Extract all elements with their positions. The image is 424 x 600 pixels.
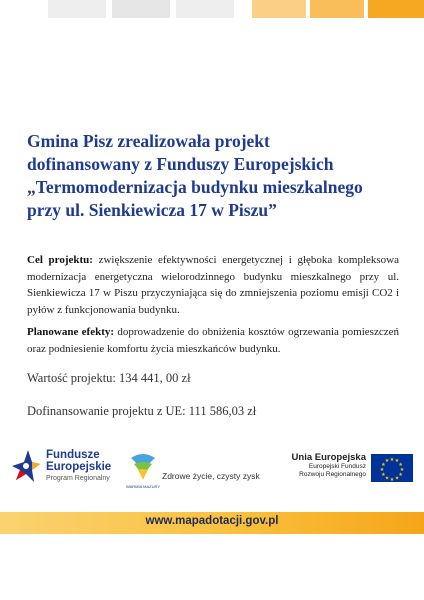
footer xyxy=(0,512,424,534)
fe-line2: Europejskie xyxy=(46,461,112,473)
svg-text:★: ★ xyxy=(381,461,386,468)
project-description xyxy=(27,252,399,364)
svg-text:★: ★ xyxy=(389,476,395,483)
svg-text:★: ★ xyxy=(381,471,386,478)
title-line: dofinansowany z Funduszy Europejskich xyxy=(27,154,334,174)
eu-fund-line2: Rozwoju Regionalnego xyxy=(299,471,366,478)
title-line: Gmina Pisz zrealizowała projekt xyxy=(27,131,270,151)
orange-tile xyxy=(252,0,306,18)
fe-line1: Fundusze xyxy=(46,449,100,461)
warmia-mazury-emblem-icon xyxy=(125,450,161,492)
svg-text:★: ★ xyxy=(399,466,405,473)
gray-tile xyxy=(112,0,170,18)
warmia-mazury-logo xyxy=(125,450,161,492)
footer-url-link[interactable]: www.mapadotacji.gov.pl xyxy=(145,515,279,527)
svg-text:★: ★ xyxy=(389,456,395,463)
project-effects xyxy=(27,324,399,357)
fe-program: Program Regionalny xyxy=(46,475,110,482)
top-decorative-bar xyxy=(0,0,424,22)
logo-strip xyxy=(0,440,424,500)
title-line: przy ul. Sienkiewicza 17 w Piszu” xyxy=(27,200,277,220)
eu-fund-line1: Europejski Fundusz xyxy=(308,463,366,470)
page-title xyxy=(27,130,407,222)
fundusze-europejskie-logo xyxy=(10,448,120,492)
eu-logo xyxy=(286,452,416,484)
eu-title: Unia Europejska xyxy=(291,452,366,463)
svg-text:★: ★ xyxy=(384,458,390,465)
eu-stars-icon xyxy=(371,454,413,482)
project-value: Wartość projektu: 134 441, 00 zł xyxy=(27,371,191,385)
warmia-small-text: WARMIA MAZURY xyxy=(125,484,161,489)
svg-text:★: ★ xyxy=(394,458,400,465)
orange-tile xyxy=(368,0,424,18)
svg-text:★: ★ xyxy=(398,461,403,468)
svg-text:★: ★ xyxy=(398,471,403,478)
svg-text:★: ★ xyxy=(384,475,390,482)
title-line: „Termomodernizacja budynku mieszkalnego xyxy=(27,177,363,197)
effects-label: Planowane efekty: xyxy=(27,326,115,339)
eu-funding-value: Dofinansowanie projektu z UE: 111 586,03 zł xyxy=(27,404,257,418)
project-goal xyxy=(27,252,399,318)
fe-star-icon xyxy=(10,448,42,488)
gray-tile xyxy=(176,0,234,18)
eu-flag-icon xyxy=(371,454,413,482)
gray-tile xyxy=(48,0,106,18)
svg-text:★: ★ xyxy=(394,475,400,482)
slogan: Zdrowe życie, czysty zysk xyxy=(162,471,260,481)
effects-text: doprowadzenie do obniżenia kosztów ogrzewania pomieszczeń oraz podniesienie komfortu życia mieszkańców budynku. xyxy=(27,326,399,355)
svg-text:★: ★ xyxy=(379,466,385,473)
goal-text: zwiększenie efektywności energetycznej i głęboka kompleksowa modernizacja energetyczna wielorodzinnego budynku mieszkalnego przy ul. Sienkiewicza 17 w Piszu przyczyniająca się do zmniejszenia poziomu emisji CO2 i pyłów z funkcjonowania budynku. xyxy=(27,254,399,316)
goal-label: Cel projektu: xyxy=(27,254,93,266)
orange-tile xyxy=(310,0,364,18)
